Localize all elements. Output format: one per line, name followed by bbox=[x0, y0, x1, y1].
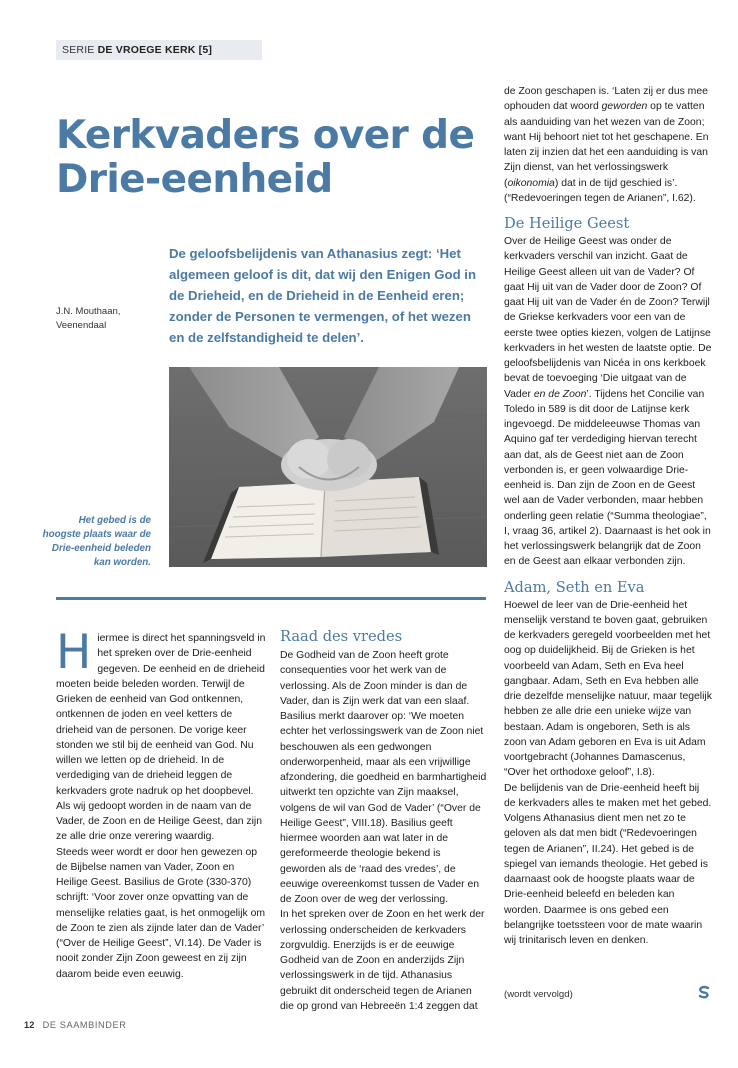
italic-term: geworden bbox=[601, 101, 648, 113]
paragraph-text: Over de Heilige Geest was onder de kerkvaders verschil van inzicht. Gaat de Heilige Geest alleen uit van de Vader? Of gaat Hij uit van de Vader door de Zoon? Of gaat Hij uit van de Vader én de Zoon? Terwijl de Griekse kerkvaders voor een van de eerste twee opties kiezen, volgen de Latijnse kerkvaders in het westen de laatste optie. De geloofsbelijdenis van Nicéa in ons kerkboek bevat de toevoeging ‘Die uitgaat van de Vader bbox=[504, 236, 712, 400]
continued-note: (wordt vervolgd) bbox=[504, 989, 573, 1000]
subheading-heilige-geest: De Heilige Geest bbox=[504, 215, 630, 232]
paragraph-text: op te vatten als aanduiding van het wezen van de Zoon; want Hij behoort niet tot het geschapene. En laten zij inzien dat het een aanduiding is van Zijn dienst, van het verlossingswerk ( bbox=[504, 101, 709, 189]
author-name: J.N. Mouthaan, bbox=[56, 306, 121, 317]
text-column-3 bbox=[504, 84, 712, 948]
series-prefix: SERIE bbox=[62, 44, 98, 56]
paragraph-text: iermee is direct het spanningsveld in het spreken over de Drie-eenheid gegeven. De eenheid en de drieheid moeten beide beleden worden. Terwijl de Grieken de eenheid van God ontkennen, ontkennen de joden en veel ketters de drieheid van de personen. De vorige keer stonden we stil bij de eenheid van God. Nu willen we letten op de drieheid. In de verdediging van de drieheid leggen de kerkvaders grote nadruk op het doopbevel. Als wij gedoopt worden in de naam van de Vader, de Zoon en de Heilige Geest, dan zijn ze alle drie onze verering waardig. bbox=[56, 633, 266, 843]
body-paragraph bbox=[504, 84, 712, 206]
section-divider bbox=[56, 597, 486, 600]
article-title: Kerkvaders over de Drie-eenheid bbox=[56, 113, 475, 202]
photo-illustration bbox=[169, 367, 487, 567]
paragraph-text: de Zoon geschapen is. ‘Laten zij er dus mee ophouden dat woord bbox=[504, 86, 708, 113]
drop-cap: H bbox=[56, 625, 92, 680]
saambinder-s-icon bbox=[697, 985, 711, 999]
body-paragraph bbox=[504, 234, 712, 570]
intro-lead: De geloofsbelijdenis van Athanasius zegt: ‘Het algemeen geloof is dit, dat wij den Enigen God in de Drieheid, en de Drieheid in de Eenheid eren; zonder de Personen te vermengen, of het wezen en de zelfstandigheid te delen’. bbox=[169, 246, 477, 345]
series-label bbox=[56, 40, 262, 60]
paragraph-text: ) dat in de tijd geschied is’. (“Redevoeringen tegen de Arianen”, I.62). bbox=[504, 177, 696, 204]
photo-caption: Het gebed is de hoogste plaats waar de Drie-eenheid beleden kan worden. bbox=[42, 515, 151, 568]
author-place: Veenendaal bbox=[56, 320, 107, 331]
body-paragraph: In het spreken over de Zoon en het werk der verlossing onderscheiden de kerkvaders zorgvuldig. Enerzijds is er de eeuwige Godheid van de Zoon en anderzijds Zijn verlossingswerk in de tijd. Athanasius gebruikt dit onderscheid tegen de Arianen die op grond van Hebreeën 1:4 zeggen dat bbox=[280, 909, 485, 1012]
body-paragraph bbox=[56, 625, 268, 845]
body-paragraph: De Godheid van de Zoon heeft grote consequenties voor het werk van de verlossing. Als de Zoon minder is dan de Vader, dan is Zijn werk dat van een slaaf. Basilius merkt daarover op: ‘We moeten echter het verlossingswerk van de Zoon niet beschouwen als een gedwongen onderworpenheid, maar als een vrijwillige afzondering, die goedheid en barmhartigheid uitwerkt ten opzichte van Zijn maaksel, volgens de wil van God de Vader’ (“Over de Heilige Geest”, VIII.18). Basilius geeft hiermee woorden aan wat later in de gereformeerde theologie bekend is geworden als de ‘raad des vredes’, de eeuwige overeenkomst tussen de Vader en de Zoon over de weg der verlossing. bbox=[280, 650, 487, 905]
paragraph-text: ’. Tijdens het Concilie van Toledo in 589 is dit door de Latijnse kerk ingevoegd. De middeleeuwse Thomas van Aquino gaf ter verdediging hiervan terecht aan dat, als de Geest niet aan de Zoon verbonden is, er geen volwaardige Drie-eenheid is. Dan zijn de Zoon en de Geest wel aan de Vader verbonden, maar hebben onderling geen relatie (“Summa theologiae”, I, vraag 36, artikel 2). Daarnaast is het ook in het verlossingswerk belangrijk dat de Zoon en de Geest aan elkaar verbonden zijn. bbox=[504, 388, 711, 568]
text-column-2 bbox=[280, 628, 488, 1014]
page-footer bbox=[24, 1020, 127, 1030]
author-byline bbox=[56, 305, 166, 333]
italic-term: oikonomia bbox=[507, 177, 555, 189]
page-number: 12 bbox=[24, 1020, 35, 1030]
text-column-1 bbox=[56, 625, 268, 982]
italic-term: en de Zoon bbox=[533, 388, 587, 400]
body-paragraph: Hoewel de leer van de Drie-eenheid het menselijk verstand te boven gaat, gebruiken de kerkvaders geregeld voorbeelden met het oog op duidelijkheid. Bij de Grieken is het voorbeeld van Adam, Seth en Eva heel gangbaar. Adam, Seth en Eva hebben alle drie dezelfde menselijke natuur, maar tegelijk hebben ze alle drie een unieke wijze van bestaan. Adam is ongeboren, Seth is als zoon van Adam geboren en Eva is uit Adam voortgebracht (Johannes Damascenus, “Over het orthodoxe geloof”, I.8). bbox=[504, 599, 712, 779]
subheading-adam-seth-eva: Adam, Seth en Eva bbox=[504, 578, 645, 596]
body-paragraph: Steeds weer wordt er door hen gewezen op de Bijbelse namen van Vader, Zoon en Heilige Geest. Basilius de Grote (330-370) schrijft: ‘Voor zover onze opvatting van de menselijke relaties gaat, is het onmogelijk om de Zoon te zien als zijnde later dan de Vader’ (“Over de Heilige Geest”, VI.14). De Vader is nooit zonder Zijn Zoon geweest en zij zijn daarom beide even eeuwig. bbox=[56, 846, 266, 980]
praying-hands-bible-photo bbox=[169, 367, 487, 567]
series-name: DE VROEGE KERK [5] bbox=[97, 44, 213, 56]
magazine-name: DE SAAMBINDER bbox=[42, 1020, 127, 1030]
body-paragraph: De belijdenis van de Drie-eenheid heeft bij de kerkvaders alles te maken met het gebed. Volgens Athanasius dient men net zo te geloven als dat men bidt (“Redevoeringen tegen de Arianen”, II.24). Het gebed is de spiegel van iemands theologie. Het gebed is daarnaast ook de hoogste plaats waar de Drie-eenheid beleefd en beleden kan worden. Daarmee is ons gebed een belangrijke toetssteen voor de mate waarin wij trinitarisch leven en denken. bbox=[504, 782, 712, 946]
subheading-raad-des-vredes: Raad des vredes bbox=[280, 628, 403, 645]
